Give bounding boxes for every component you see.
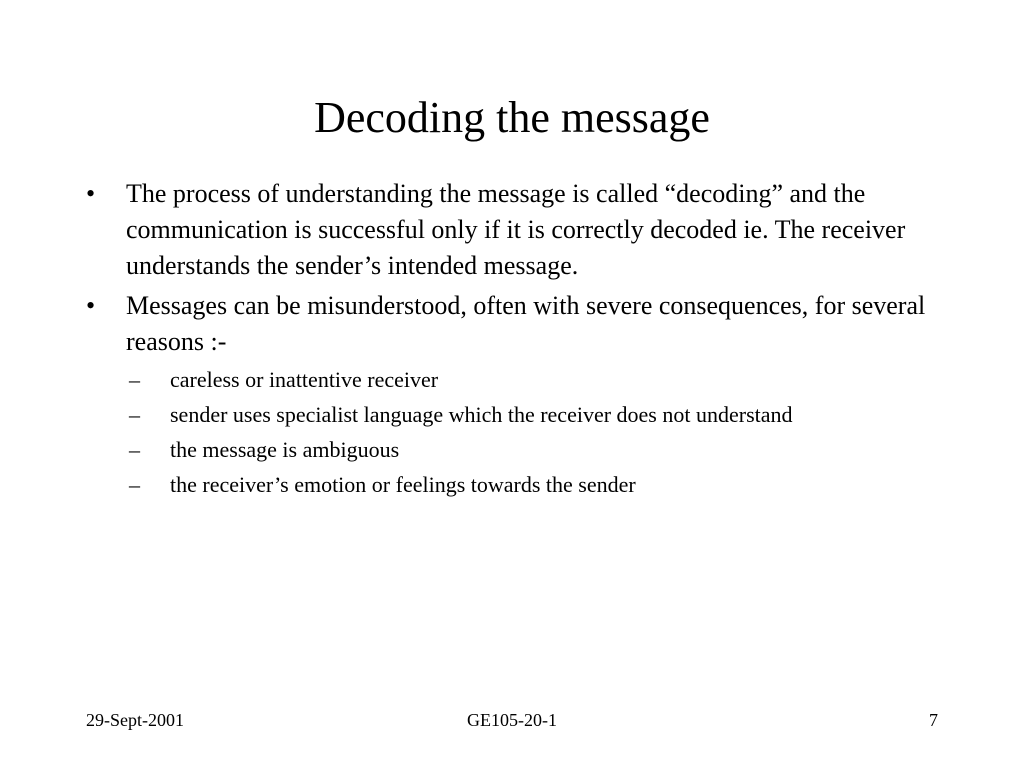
bullet-item xyxy=(86,176,946,284)
sub-bullet-item xyxy=(126,432,946,467)
sub-bullet-list xyxy=(126,362,946,502)
sub-bullet-item xyxy=(126,362,946,397)
bullet-text: The process of understanding the message is called “decoding” and the communication is successful only if it is correctly decoded ie. The receiver understands the sender’s intended message. xyxy=(126,179,906,280)
footer-page-number: 7 xyxy=(929,710,938,730)
footer-course-code: GE105-20-1 xyxy=(467,710,557,730)
sub-bullet-marker: – xyxy=(129,437,140,462)
sub-bullet-text: the receiver’s emotion or feelings towards the sender xyxy=(170,472,636,497)
bullet-item xyxy=(86,288,946,502)
sub-bullet-text: careless or inattentive receiver xyxy=(170,367,439,392)
bullet-marker: • xyxy=(86,179,96,208)
slide-title: Decoding the message xyxy=(314,93,710,142)
sub-bullet-item xyxy=(126,467,946,502)
sub-bullet-marker: – xyxy=(129,472,140,497)
footer-date: 29-Sept-2001 xyxy=(86,710,184,730)
bullet-text: Messages can be misunderstood, often with severe consequences, for several reasons :- xyxy=(126,291,926,356)
bullet-marker: • xyxy=(86,291,96,320)
sub-bullet-text: the message is ambiguous xyxy=(170,437,400,462)
sub-bullet-text: sender uses specialist language which the receiver does not understand xyxy=(170,402,793,427)
sub-bullet-marker: – xyxy=(129,367,140,392)
bullet-list xyxy=(86,176,946,506)
sub-bullet-item xyxy=(126,397,946,432)
sub-bullet-marker: – xyxy=(129,402,140,427)
